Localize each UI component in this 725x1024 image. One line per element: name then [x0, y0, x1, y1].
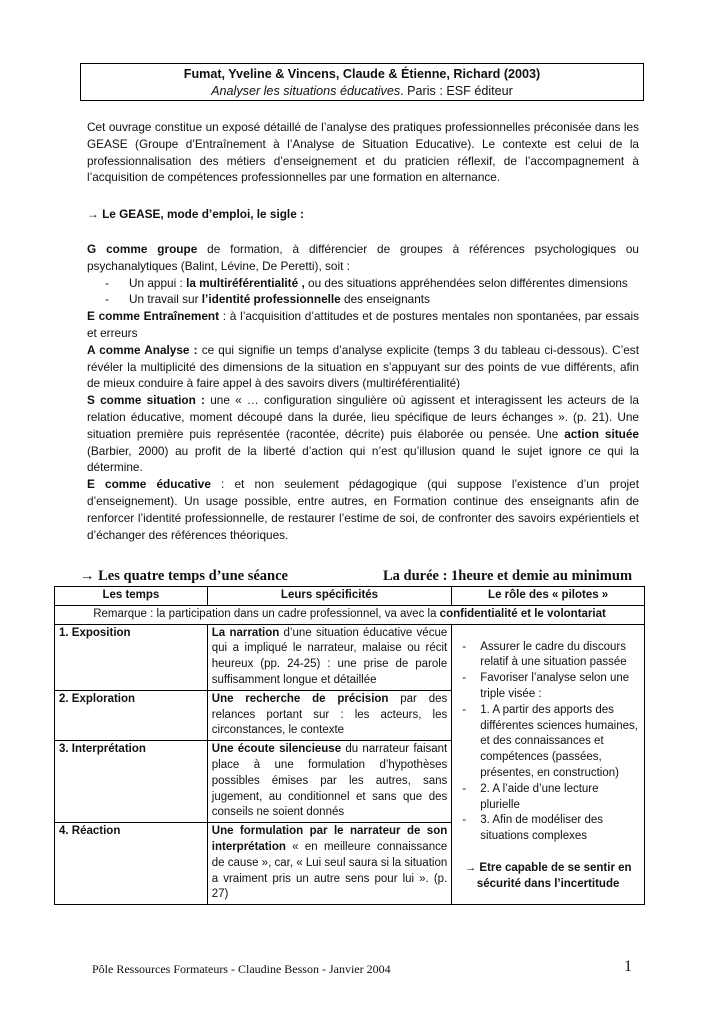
gease-heading-text: Le GEASE, mode d’emploi, le sigle : — [102, 207, 304, 222]
g-text: de formation, à différencier de groupes à références psychologiques ou psychanalytiques (Balint, Lévine, De Peretti), soit : — [87, 241, 639, 273]
e2-lead: E comme éducative — [87, 477, 211, 492]
temps-cell: 1. Exposition — [55, 624, 208, 690]
a-lead: A comme Analyse : — [87, 342, 198, 357]
session-duration: La durée : 1heure et demie au minimum — [383, 568, 633, 584]
e2-paragraph: E comme éducative : et non seulement pédagogique (qui suppose l’existence d’un projet d’enseignement). Un usage possible, entre autres, en Formation continue des enseignants afin de renforcer l’identité professionnelle, de restaurer l’estime de soi, de confronter des savoirs expérientiels et d’échanger des références théoriques. — [87, 477, 640, 542]
e1-paragraph: E comme Entraînement : à l’acquisition d’attitudes et de postures mentales non spontanées, par essais et erreurs — [87, 309, 639, 340]
column-header: Le rôle des « pilotes » — [452, 587, 645, 606]
temps-cell: 3. Interprétation — [55, 741, 208, 823]
arrow-icon: → — [80, 568, 95, 584]
s-paragraph: S comme situation : une « … configuration singulière où agissent et interagissent les acteurs de la relation éducative, moment découpé dans la durée, lieu spécifique de leurs échanges ». (p. 21). Une situation première puis représentée (racontée, décrite) puis élaborée ou pensée. Une action située (Barbier, 2000) au profit de la liberté d’action qui n’est qu’illusion quand le sujet ignore ce qui la détermine. — [87, 393, 639, 475]
g-list — [87, 275, 639, 309]
list-item: - 3. Afin de modéliser des situations complexes — [456, 813, 640, 845]
a-paragraph: A comme Analyse : ce qui signifie un temps d’analyse explicite (temps 3 du tableau ci-dessous). C’est révéler la multiplicité des dimensions de la situation en s’appuyant sur des points de vue différents, afin de mieux conduire à faire appel à des savoirs divers (multiréférentialité) — [87, 342, 639, 391]
temps-cell: 4. Réaction — [55, 823, 208, 905]
roles-cell — [452, 624, 645, 905]
list-item: - Favoriser l’analyse selon une triple visée : — [456, 671, 640, 703]
list-item: - Un travail sur l’identité professionnelle des enseignants — [87, 291, 639, 308]
intro-paragraph: Cet ouvrage constitue un exposé détaillé de l’analyse des pratiques professionnelles préconisée dans les GEASE (Groupe d’Entraînement à l’Analyse de Situation Educative). Le contexte est celui de la professionnalisation des métiers d’enseignement et du praticien réflexif, de l’accompagnement à l’acquisition de compétences professionnelles par une formation en alternance. — [87, 120, 639, 185]
citation-authors: Fumat, Yveline & Vincens, Claude & Étienne, Richard (2003) — [183, 67, 541, 81]
column-header: Leurs spécificités — [207, 587, 451, 606]
page-number: 1 — [624, 958, 632, 975]
gease-heading — [87, 206, 639, 223]
table-row — [55, 624, 645, 690]
remark-row — [55, 605, 645, 624]
book-title: Analyser les situations éducatives — [211, 84, 401, 98]
table-header-row — [55, 587, 645, 606]
list-item: - 2. A l’aide d’une lecture plurielle — [456, 782, 640, 814]
column-header: Les temps — [55, 587, 208, 606]
body-text — [87, 119, 639, 543]
remark-cell: Remarque : la participation dans un cadre professionnel, va avec la confidentialité et le volontariat — [55, 605, 645, 624]
roles-conclusion: → Etre capable de se sentir en sécurité dans l’incertitude — [464, 861, 632, 890]
temps-cell: 2. Exploration — [55, 690, 208, 740]
roles-list — [456, 640, 640, 845]
arrow-icon: → — [87, 207, 99, 222]
specificity-cell: La narration d’une situation éducative vécue qui a impliqué le narrateur, malaise ou récit heureux (pp. 24-25) : une prise de parole suffisamment longue et détaillée — [207, 624, 451, 690]
citation-title-line — [81, 83, 643, 100]
specificity-cell: Une recherche de précision par des relances portant sur : les acteurs, les circonstances, le contexte — [207, 690, 451, 740]
list-item: - 1. A partir des apports des différentes sciences humaines, et des connaissances et compétences (passées, présentes, en construction) — [456, 703, 640, 782]
list-item: - Un appui : la multiréférentialité , ou des situations appréhendées selon différentes dimensions — [87, 275, 639, 292]
g-paragraph — [87, 241, 639, 275]
s-lead: S comme situation : — [87, 393, 205, 408]
arrow-icon: → — [464, 861, 477, 874]
session-table — [54, 586, 645, 905]
section-title: → Les quatre temps d’une séance — [80, 568, 288, 584]
publisher: . Paris : ESF éditeur — [400, 84, 513, 98]
list-item: - Assurer le cadre du discours relatif à une situation passée — [456, 640, 640, 672]
specificity-cell: Une écoute silencieuse du narrateur faisant place à une formulation d’hypothèses possibles émises par les autres, sans jugement, au conditionnel et sans que des conseils ne soient donnés — [207, 741, 451, 823]
e1-lead: E comme Entraînement — [87, 309, 220, 324]
page-footer: Pôle Ressources Formateurs - Claudine Besson - Janvier 2004 — [92, 962, 391, 976]
specificity-cell: Une formulation par le narrateur de son interprétation « en meilleure connaissance de cause », car, « Lui seul saura si la situation a vraiment pris un autre sens pour lui ». (p. 27) — [207, 823, 451, 905]
citation-box — [80, 63, 644, 101]
g-lead: G comme groupe — [87, 241, 198, 256]
